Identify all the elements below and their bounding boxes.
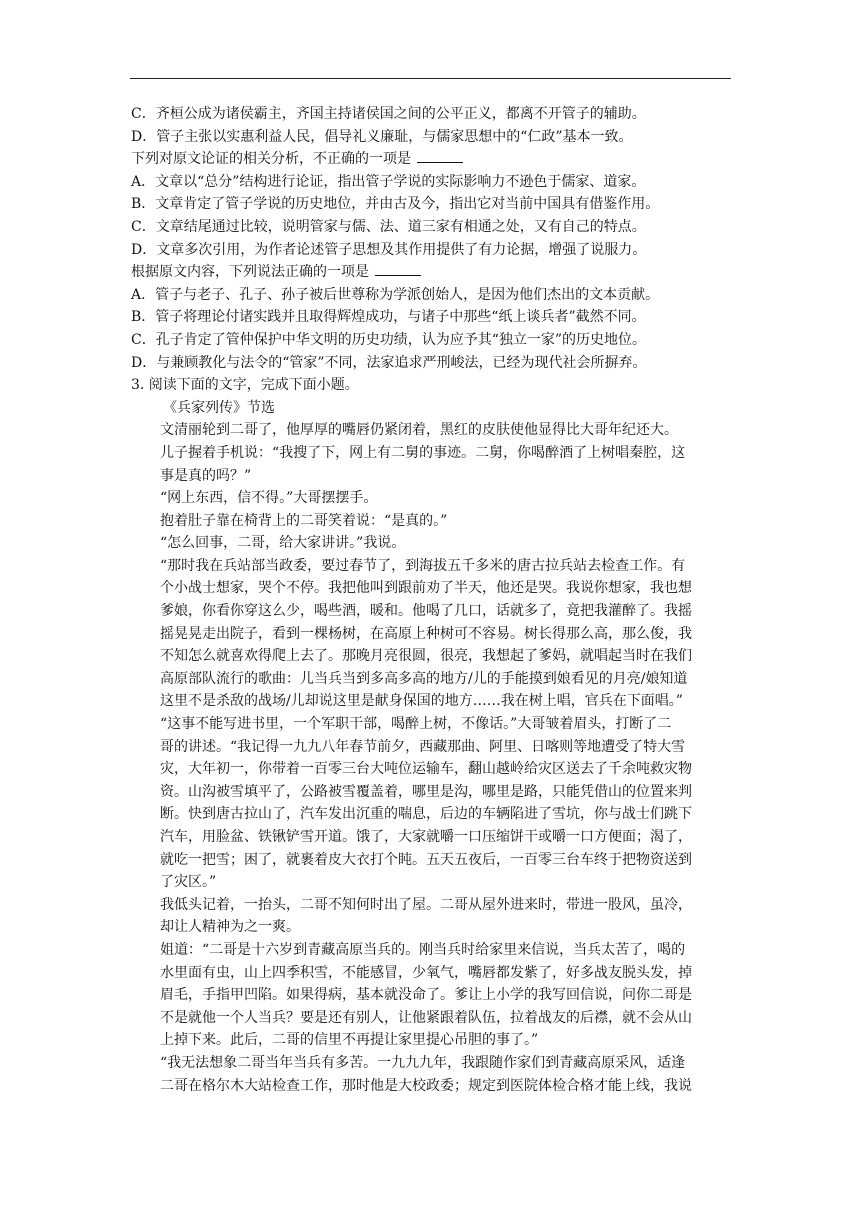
passage-line: 文清丽轮到二哥了，他厚厚的嘴唇仍紧闭着，黑红的皮肤使他显得比大哥年纪还大。 xyxy=(160,422,678,439)
passage-line: 就吃一把雪；困了，就裹着皮大衣打个盹。五天五夜后，一百零三台车终于把物资送到 xyxy=(160,851,692,868)
question-stem-text: 下列对原文论证的相关分析，不正确的一项是 xyxy=(131,151,411,168)
passage-line: 哥的讲述。“我记得一九九八年春节前夕，西藏那曲、阿里、日喀则等地遭受了特大雪 xyxy=(160,738,686,755)
passage-line: 爹娘，你看你穿这么少，喝些酒，暖和。他喝了几口，话就多了，竟把我灌醉了。我摇 xyxy=(160,603,692,620)
option-d: D．与兼顾教化与法令的“管家”不同，法家追求严刑峻法，已经为现代社会所摒弃。 xyxy=(131,354,647,371)
passage-line: 姐道：“二哥是十六岁到青藏高原当兵的。刚当兵时给家里来信说，当兵太苦了，喝的 xyxy=(160,941,686,958)
answer-blank xyxy=(417,148,463,163)
passage-line: 断。快到唐古拉山了，汽车发出沉重的喘息，后边的车辆陷进了雪坑，你与战士们跳下 xyxy=(160,806,692,823)
passage-line: 灾，大年初一，你带着一百零三台大吨位运输车，翻山越岭给灾区送去了千余吨救灾物 xyxy=(160,761,692,778)
passage-line: “怎么回事，二哥，给大家讲讲。”我说。 xyxy=(160,535,406,552)
option-c: C．齐桓公成为诸侯霸主，齐国主持诸侯国之间的公平正义，都离不开管子的辅助。 xyxy=(131,106,646,122)
passage-line: 二哥在格尔木大站检查工作，那时他是大校政委；规定到医院体检合格才能上线，我说 xyxy=(160,1077,692,1094)
option-d: D．管子主张以实惠利益人民，倡导礼义廉耻，与儒家思想中的“仁政”基本一致。 xyxy=(131,128,633,145)
passage-line: 上掉下来。此后，二哥的信里不再提让家里提心吊胆的事了。” xyxy=(160,1032,539,1049)
passage-line: 儿子握着手机说：“我搜了下，网上有二舅的事迹。二舅，你喝醉酒了上树唱秦腔，这 xyxy=(160,444,686,461)
passage-line: 摇晃晃走出院子，看到一棵杨树，在高原上种树可不容易。树长得那么高，那么俊，我 xyxy=(160,625,692,642)
passage-line: 我低头记着，一抬头，二哥不知何时出了屋。二哥从屋外进来时，带进一股风，虽冷， xyxy=(160,896,692,913)
question-stem-text: 根据原文内容，下列说法正确的一项是 xyxy=(131,264,369,281)
document-page xyxy=(131,103,731,1097)
passage-line: 汽车，用脸盆、铁锹铲雪开道。饿了，大家就嚼一口压缩饼干或嚼一口方便面；渴了， xyxy=(160,829,692,845)
passage-line: 高原部队流行的歌曲：儿当兵当到多高多高的地方/儿的手能摸到娘看见的月亮/娘知道 xyxy=(160,670,688,687)
answer-blank xyxy=(375,261,421,276)
passage-line: 这里不是杀敌的战场/儿却说这里是献身保国的地方……我在树上唱，官兵在下面唱。” xyxy=(160,693,683,710)
option-c: C．孔子肯定了管仲保护中华文明的历史功绩，认为应予其“独立一家”的历史地位。 xyxy=(131,331,647,348)
question-stem xyxy=(131,261,731,284)
option-d: D．文章多次引用，为作者论述管子思想及其作用提供了有力论据，增强了说服力。 xyxy=(131,241,647,258)
header-rule xyxy=(130,78,731,79)
option-a: A．管子与老子、孔子、孙子被后世尊称为学派创始人，是因为他们杰出的文本贡献。 xyxy=(131,286,660,303)
passage-line: 不知怎么就喜欢得爬上去了。那晚月亮很圆，很亮，我想起了爹妈，就唱起当时在我们 xyxy=(160,648,692,665)
passage-line: 资。山沟被雪填平了，公路被雪覆盖着，哪里是沟，哪里是路，只能凭借山的位置来判 xyxy=(160,783,692,800)
passage-line: 事是真的吗？” xyxy=(160,467,252,484)
passage-line: 眉毛，手指甲凹陷。如果得病，基本就没命了。爹让上小学的我写回信说，问你二哥是 xyxy=(160,987,692,1004)
option-a: A．文章以“总分”结构进行论证，指出管子学说的实际影响力不逊色于儒家、道家。 xyxy=(131,173,646,190)
passage-line: 不是就他一个人当兵？要是还有别人，让他紧跟着队伍，拉着战友的后襟，就不会从山 xyxy=(160,1009,692,1026)
passage-line: “那时我在兵站部当政委，要过春节了，到海拔五千多米的唐古拉兵站去检查工作。有 xyxy=(160,557,686,574)
passage-title: 《兵家列传》节选 xyxy=(163,399,275,416)
question-3-stem: 3. 阅读下面的文字，完成下面小题。 xyxy=(131,377,359,394)
passage-line: 抱着肚子靠在椅背上的二哥笑着说：“是真的。” xyxy=(160,512,448,529)
passage-line: “我无法想象二哥当年当兵有多苦。一九九九年，我跟随作家们到青藏高原采风，适逢 xyxy=(160,1054,686,1071)
question-stem xyxy=(131,148,731,171)
passage-line: “网上东西，信不得。”大哥摆摆手。 xyxy=(160,490,378,507)
passage-line: “这事不能写进书里，一个军职干部，喝醉上树，不像话。”大哥皱着眉头，打断了二 xyxy=(160,716,672,733)
passage-line: 却让人精神为之一爽。 xyxy=(160,919,300,936)
option-b: B．文章肯定了管子学说的历史地位，并由古及今，指出它对当前中国具有借鉴作用。 xyxy=(131,196,660,213)
passage-line: 水里面有虫，山上四季积雪，不能感冒，少氧气，嘴唇都发紫了，好多战友脱头发，掉 xyxy=(160,964,692,981)
option-c: C．文章结尾通过比较，说明管家与儒、法、道三家有相通之处，又有自己的特点。 xyxy=(131,218,646,235)
passage-line: 了灾区。” xyxy=(160,874,217,891)
passage-line: 个小战士想家，哭个不停。我把他叫到跟前劝了半天，他还是哭。我说你想家，我也想 xyxy=(160,580,692,597)
option-b: B．管子将理论付诸实践并且取得辉煌成功，与诸子中那些“纸上谈兵者”截然不同。 xyxy=(131,309,646,326)
